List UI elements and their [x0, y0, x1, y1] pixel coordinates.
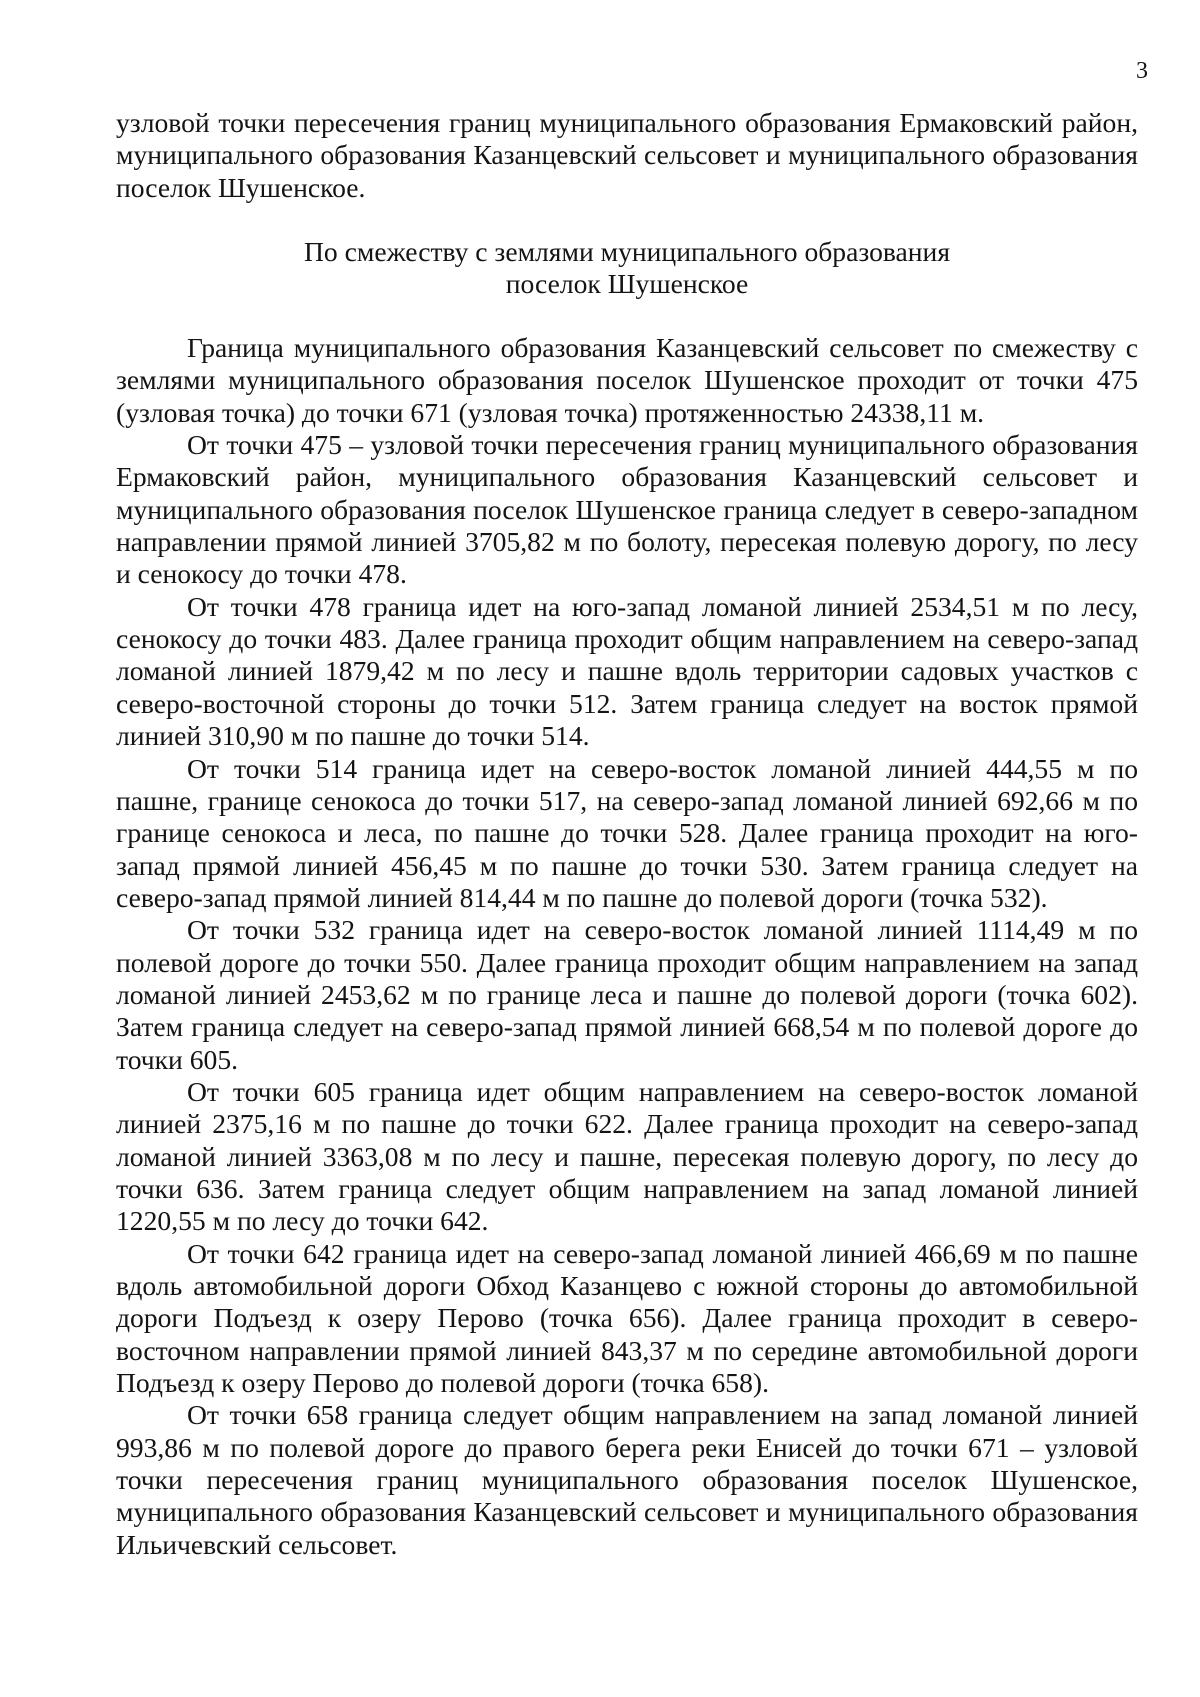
paragraph-2: От точки 475 – узловой точки пересечения границ муниципального образования Ермаковский район, муниципального образования Казанцевский сельсовет и муниципального образования поселок Шушенское граница следует в северо-западном направлении прямой линией 3705,82 м по болоту, пересекая полевую дорогу, по лесу и сенокосу до точки 478.	[116, 429, 1138, 590]
document-body	[116, 107, 1138, 1561]
paragraph-4: От точки 514 граница идет на северо-восток ломаной линией 444,55 м по пашне, границе сенокоса до точки 517, на северо-запад ломаной линией 692,66 м по границе сенокоса и леса, по пашне до точки 528. Далее граница проходит на юго-запад прямой линией 456,45 м по пашне до точки 530. Затем граница следует на северо-запад прямой линией 814,44 м по пашне до полевой дороги (точка 532).	[116, 752, 1138, 913]
section-heading-line-1: По смежеству с землями муниципального образования	[303, 236, 951, 268]
paragraph-1: Граница муниципального образования Казанцевский сельсовет по смежеству с землями муниципального образования поселок Шушенское проходит от точки 475 (узловая точка) до точки 671 (узловая точка) протяженностью 24338,11 м.	[116, 332, 1138, 428]
paragraph-6: От точки 605 граница идет общим направлением на северо-восток ломаной линией 2375,16 м по пашне до точки 622. Далее граница проходит на северо-запад ломаной линией 3363,08 м по лесу и пашне, пересекая полевую дорогу, по лесу до точки 636. Затем граница следует общим направлением на запад ломаной линией 1220,55 м по лесу до точки 642.	[116, 1075, 1138, 1237]
paragraph-3: От точки 478 граница идет на юго-запад ломаной линией 2534,51 м по лесу, сенокосу до точки 483. Далее граница проходит общим направлением на северо-запад ломаной линией 1879,42 м по лесу и пашне вдоль территории садовых участков с северо-восточной стороны до точки 512. Затем граница следует на восток прямой линией 310,90 м по пашне до точки 514.	[116, 590, 1138, 752]
paragraph-5: От точки 532 граница идет на северо-восток ломаной линией 1114,49 м по полевой дороге до точки 550. Далее граница проходит общим направлением на запад ломаной линией 2453,62 м по границе леса и пашне до полевой дороги (точка 602). Затем граница следует на северо-запад прямой линией 668,54 м по полевой дороге до точки 605.	[116, 914, 1138, 1075]
section-heading	[116, 236, 1138, 300]
page-number: 3	[1136, 58, 1148, 84]
section-heading-line-2: поселок Шушенское	[505, 268, 749, 300]
paragraph-8: От точки 658 граница следует общим направлением на запад ломаной линией 993,86 м по полевой дороге до правого берега реки Енисей до точки 671 – узловой точки пересечения границ муниципального образования поселок Шушенское, муниципального образования Казанцевский сельсовет и муниципального образования Ильичевский сельсовет.	[116, 1399, 1138, 1560]
intro-paragraph: узловой точки пересечения границ муниципального образования Ермаковский район, муниципального образования Казанцевский сельсовет и муниципального образования поселок Шушенское.	[116, 107, 1138, 203]
paragraph-7: От точки 642 граница идет на северо-запад ломаной линией 466,69 м по пашне вдоль автомобильной дороги Обход Казанцево с южной стороны до автомобильной дороги Подъезд к озеру Перово (точка 656). Далее граница проходит в северо-восточном направлении прямой линией 843,37 м по середине автомобильной дороги Подъезд к озеру Перово до полевой дороги (точка 658).	[116, 1237, 1138, 1399]
